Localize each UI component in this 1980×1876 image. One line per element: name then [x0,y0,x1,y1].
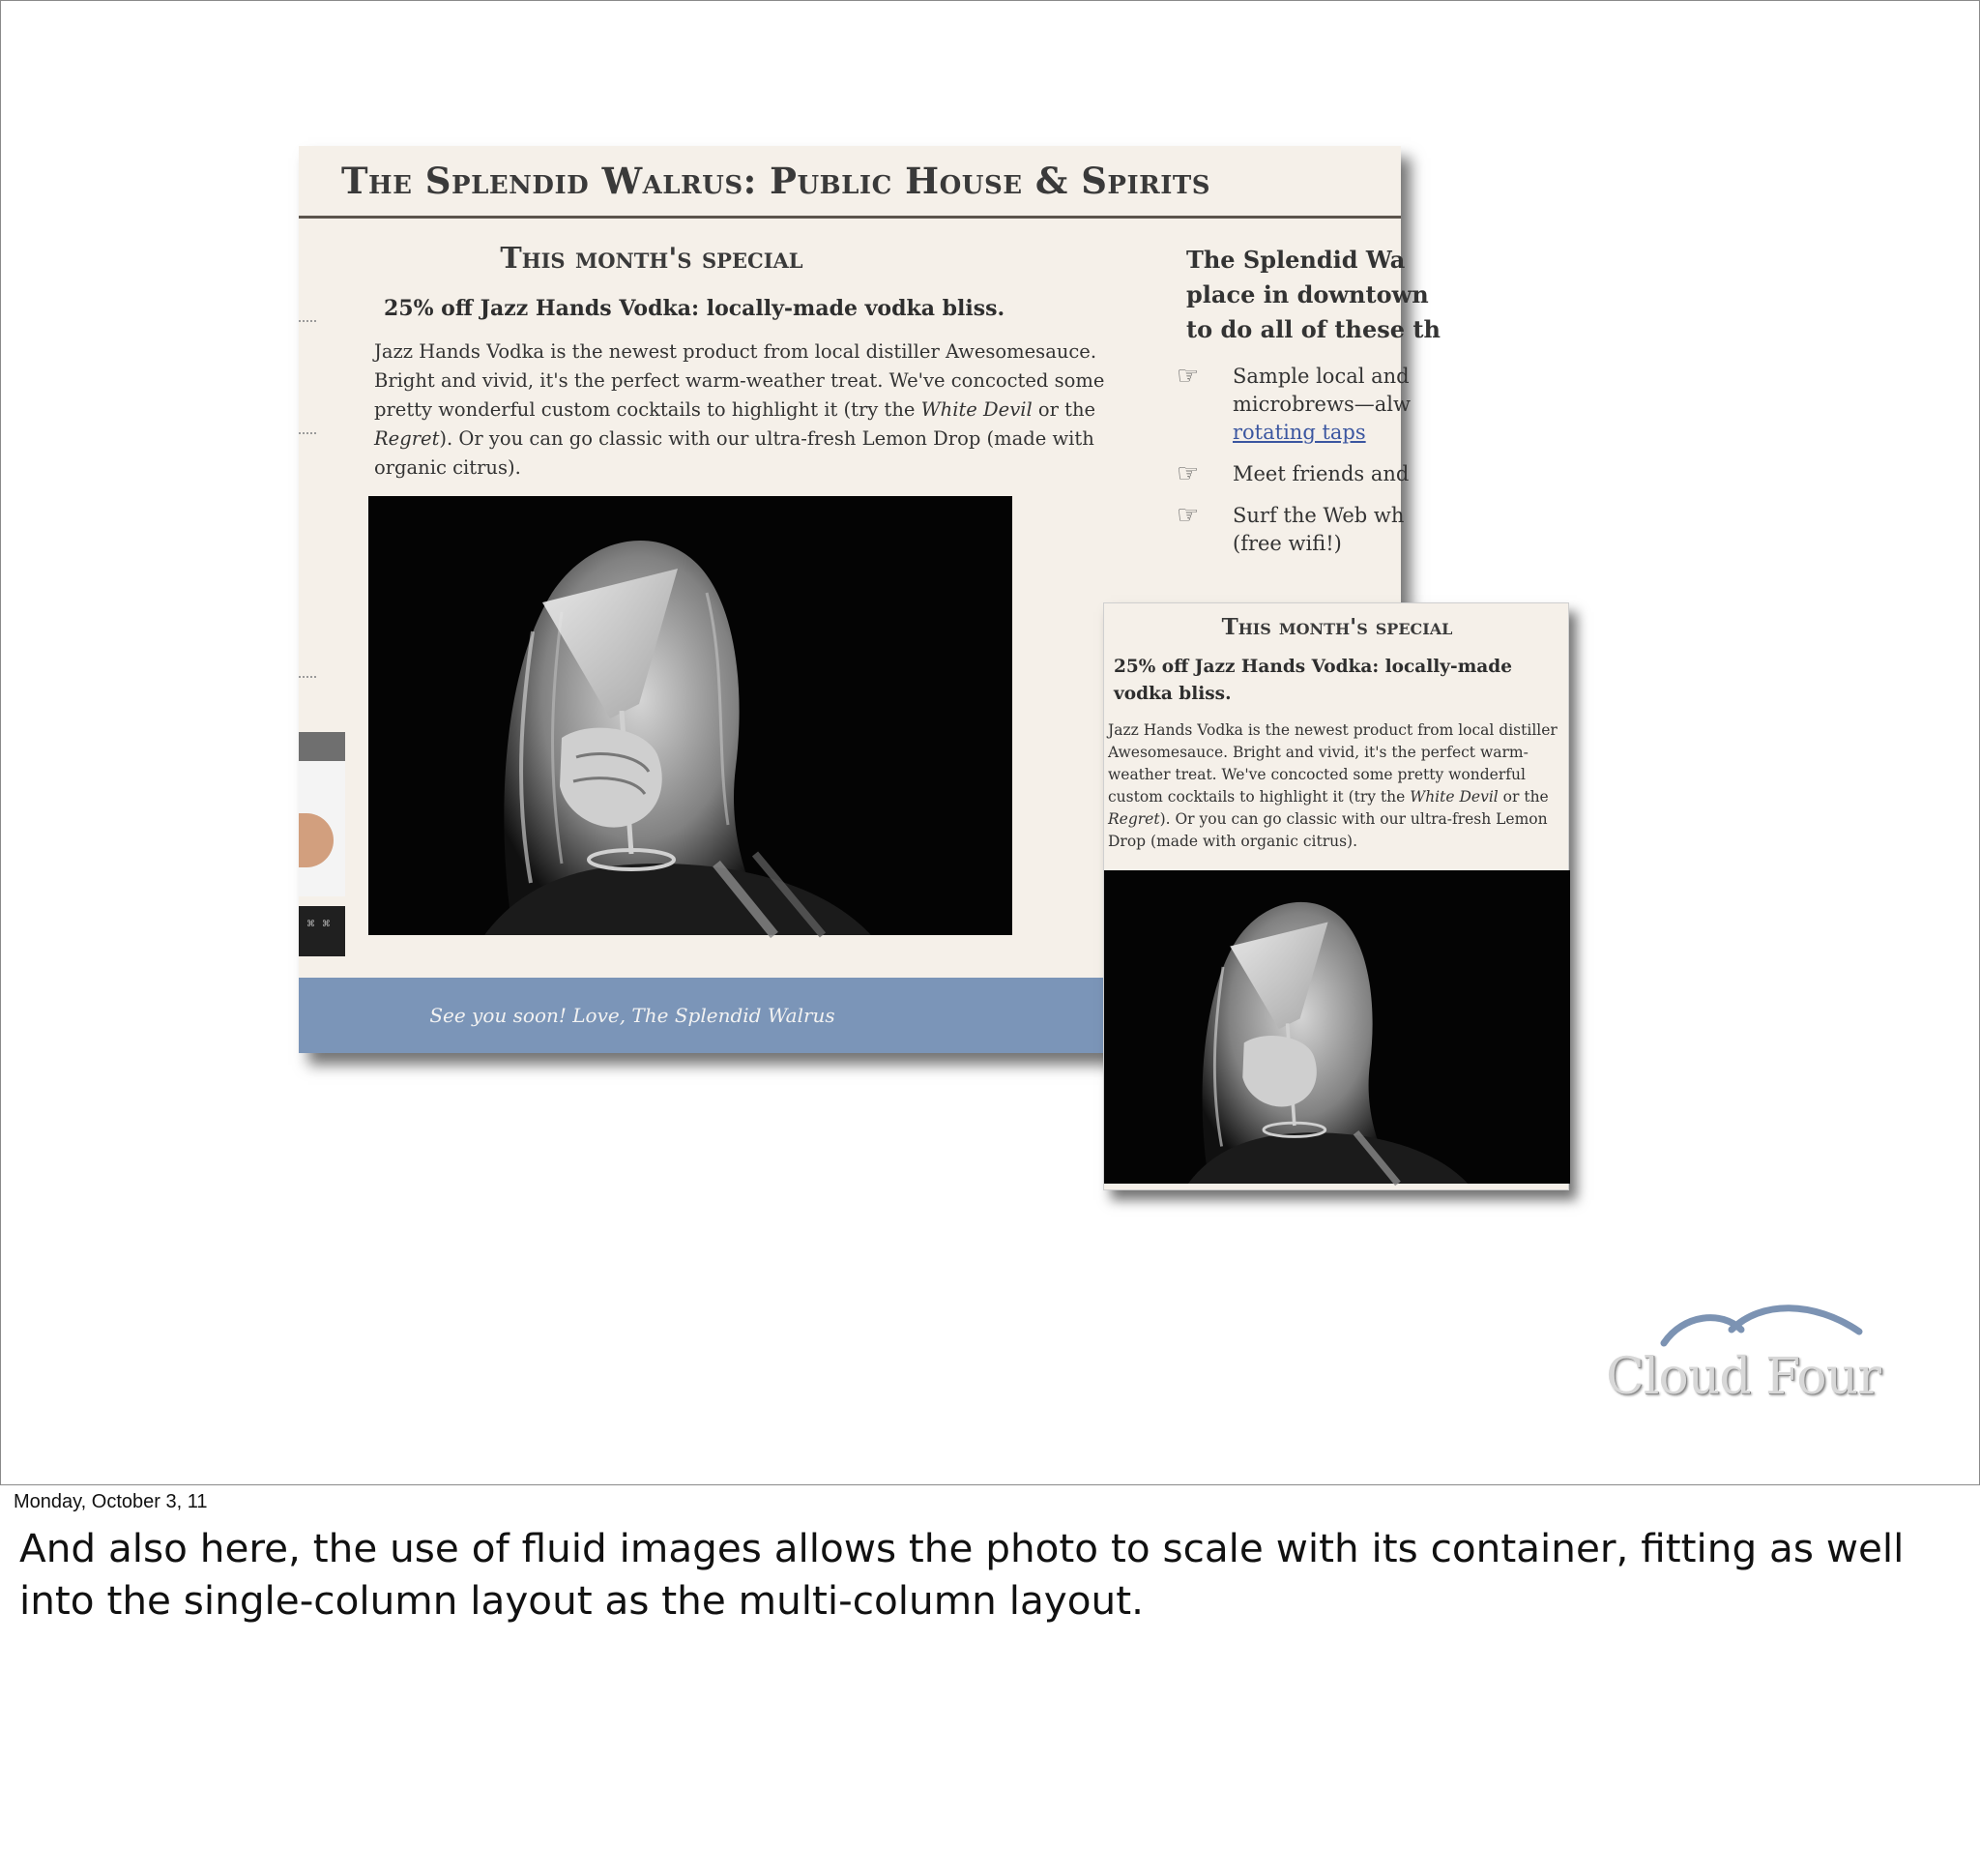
mobile-layout-screenshot [1103,602,1569,1190]
sidebar-intro-line: place in downtown [1186,280,1429,308]
edge-fragment [299,320,316,322]
list-item [1177,459,1410,488]
rotating-taps-link[interactable]: rotating taps [1233,421,1366,444]
list-item-text: Sample local and [1233,365,1410,388]
edge-fragment-text: ⌘ ⌘ [306,920,333,929]
special-body [1108,719,1566,855]
body-emphasis: Regret [374,427,440,450]
list-item-text: microbrews—alw [1233,393,1411,416]
sidebar-intro [1186,243,1441,349]
body-text: ). Or you can go classic with our ultra-fresh Lemon Drop (made with organic citrus). [374,427,1094,479]
special-body [374,337,1140,479]
special-subheading: 25% off Jazz Hands Vodka: locally-made vodka bliss. [384,296,1005,321]
body-emphasis: White Devil [920,398,1033,421]
pointing-hand-icon: ☞ [1177,362,1200,391]
body-text: Jazz Hands Vodka is the newest product from local distiller Awesomesauce. Bright and vivid, it's the perfect warm-weather treat. We've concocted some pretty wonderful custom cocktails to highlight it (try the [374,340,1105,421]
edge-fragment [299,676,316,678]
edge-fragment [299,732,345,761]
cocktail-photo [368,496,1012,935]
sidebar-intro-line: The Splendid Wa [1186,246,1406,274]
sidebar-list [1177,362,1411,572]
slide-date: Monday, October 3, 11 [14,1491,208,1512]
body-text: Jazz Hands Vodka is the newest product from local distiller Awesomesauce. Bright and vivid, it's the perfect warm-weather treat. We've concocted some pretty wonderful custom cocktails to highlight it (try the [1108,721,1558,806]
sidebar-intro-line: to do all of these th [1186,315,1441,343]
special-subheading: 25% off Jazz Hands Vodka: locally-made vodka bliss. [1114,657,1513,704]
body-text: ). Or you can go classic with our ultra-fresh Lemon Drop (made with organic citrus). [1108,810,1548,850]
edge-fragment [299,906,345,956]
body-text: or the [1498,788,1549,806]
cloud-four-logo [1606,1297,1896,1432]
list-item-text: Meet friends and [1233,462,1410,485]
title-divider [299,216,1401,219]
logo-wordmark: Cloud Four [1606,1348,1880,1406]
body-emphasis: Regret [1108,810,1160,828]
special-heading: This month's special [500,242,803,276]
pointing-hand-icon: ☞ [1177,501,1200,530]
list-item-text: (free wifi!) [1233,532,1342,555]
special-heading: This month's special [1221,614,1453,640]
site-footer: See you soon! Love, The Splendid Walrus [299,978,1401,1053]
site-title: The Splendid Walrus: Public House & Spirits [341,160,1211,202]
body-emphasis: White Devil [1410,788,1499,806]
body-text: or the [1032,398,1096,421]
woman-with-martini-image [368,496,1012,935]
cocktail-photo [1104,870,1570,1184]
speaker-notes: And also here, the use of fluid images allows the photo to scale with its container, fitting as well into the single-column layout as the multi-column layout. [19,1525,1905,1624]
list-item [1177,362,1411,447]
list-item-text: Surf the Web wh [1233,504,1405,527]
pointing-hand-icon: ☞ [1177,459,1200,488]
list-item [1177,501,1405,558]
woman-with-martini-image [1104,870,1570,1184]
edge-fragment [299,432,316,434]
